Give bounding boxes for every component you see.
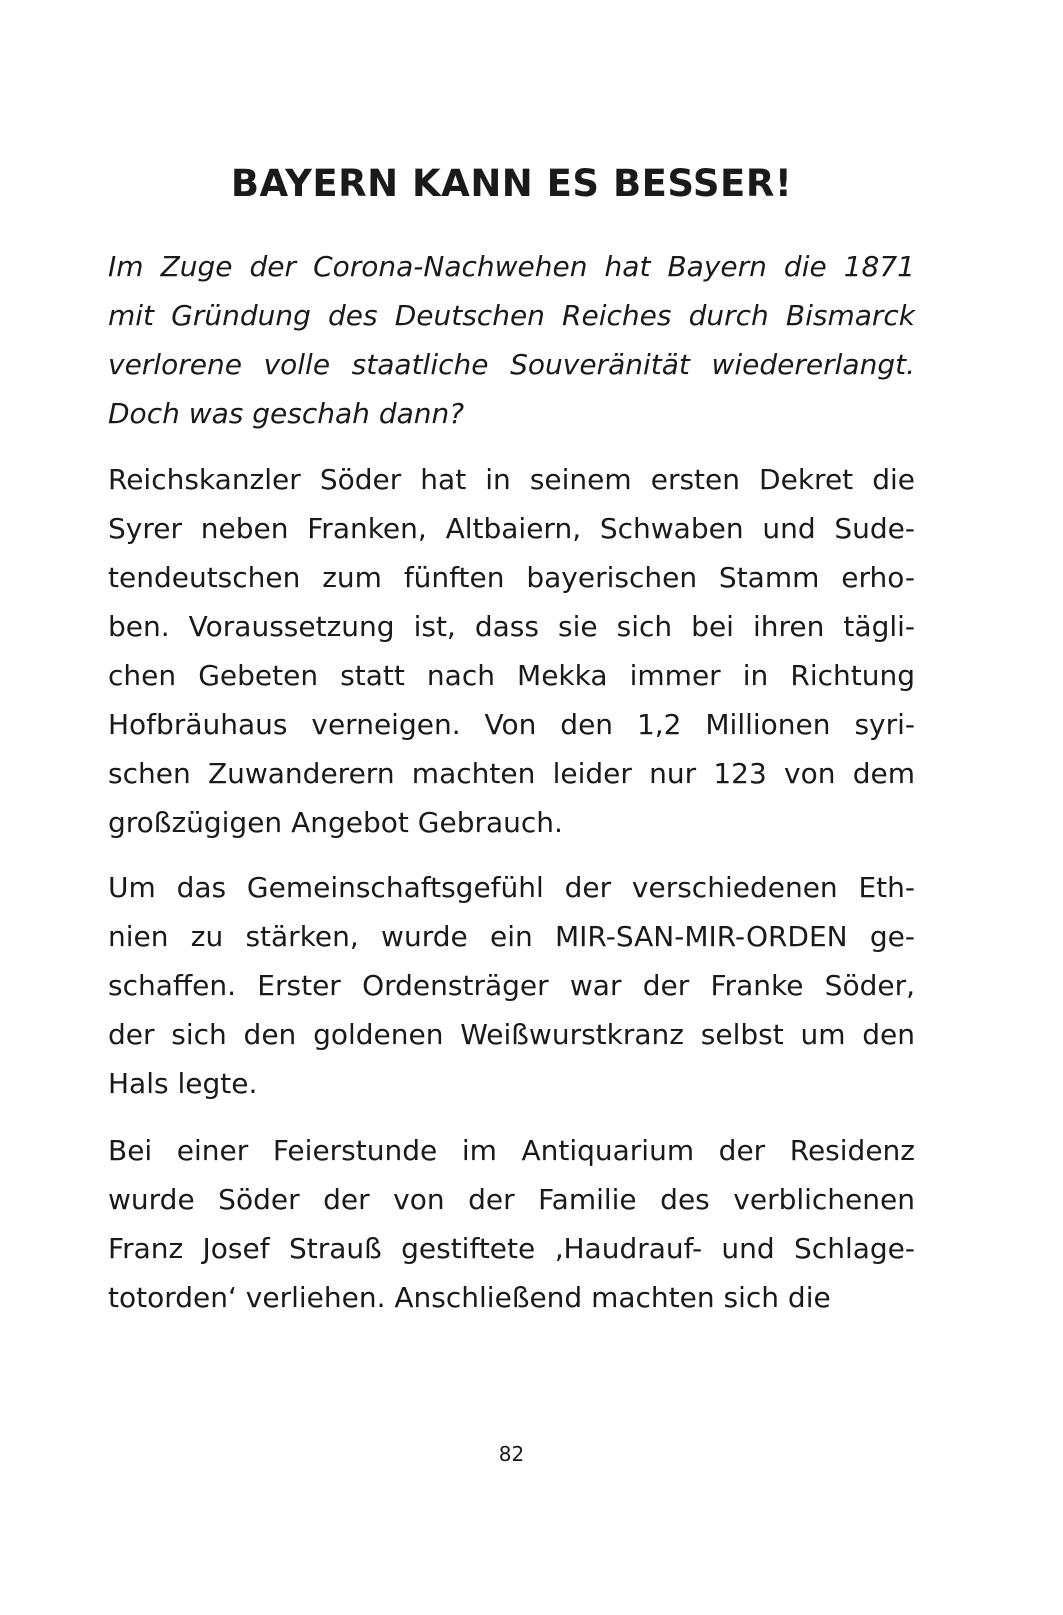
text-line: nien zu stärken, wurde ein MIR-SAN-MIR-ORDEN ge-	[108, 920, 915, 953]
text-line: tendeutschen zum fünften bayerischen Stamm erho-	[108, 561, 915, 594]
body-paragraph	[108, 455, 915, 847]
text-line: Hofbräuhaus verneigen. Von den 1,2 Millionen syri-	[108, 708, 915, 741]
intro-line: mit Gründung des Deutschen Reiches durch Bismarck	[108, 299, 915, 332]
intro-line: Doch was geschah dann?	[108, 397, 465, 430]
text-line: großzügigen Angebot Gebrauch.	[108, 806, 563, 839]
text-line: schen Zuwanderern machten leider nur 123 von dem	[108, 757, 915, 790]
text-line: wurde Söder der von der Familie des verblichenen	[108, 1183, 915, 1216]
body-paragraph	[108, 1126, 915, 1322]
text-line: Hals legte.	[108, 1067, 258, 1100]
intro-paragraph	[108, 242, 915, 438]
body-paragraph	[108, 863, 915, 1108]
text-line: Bei einer Feierstunde im Antiquarium der Residenz	[108, 1134, 915, 1167]
text-line: Reichskanzler Söder hat in seinem ersten Dekret die	[108, 463, 915, 496]
text-line: chen Gebeten statt nach Mekka immer in Richtung	[108, 659, 915, 692]
text-line: schaffen. Erster Ordensträger war der Franke Söder,	[108, 969, 915, 1002]
page-number: 82	[498, 1442, 525, 1466]
chapter-title: BAYERN KANN ES BESSER!	[230, 162, 793, 205]
intro-line: verlorene volle staatliche Souveränität wiedererlangt.	[108, 348, 915, 381]
intro-line: Im Zuge der Corona-Nachwehen hat Bayern die 1871	[108, 250, 915, 283]
text-line: Um das Gemeinschaftsgefühl der verschiedenen Eth-	[108, 871, 915, 904]
text-line: ben. Voraussetzung ist, dass sie sich bei ihren tägli-	[108, 610, 915, 643]
text-line: der sich den goldenen Weißwurstkranz selbst um den	[108, 1018, 915, 1051]
text-line: Syrer neben Franken, Altbaiern, Schwaben und Sude-	[108, 512, 915, 545]
text-line: totorden‘ verliehen. Anschließend machten sich die	[108, 1281, 831, 1314]
text-line: Franz Josef Strauß gestiftete ‚Haudrauf- und Schlage-	[108, 1232, 915, 1265]
